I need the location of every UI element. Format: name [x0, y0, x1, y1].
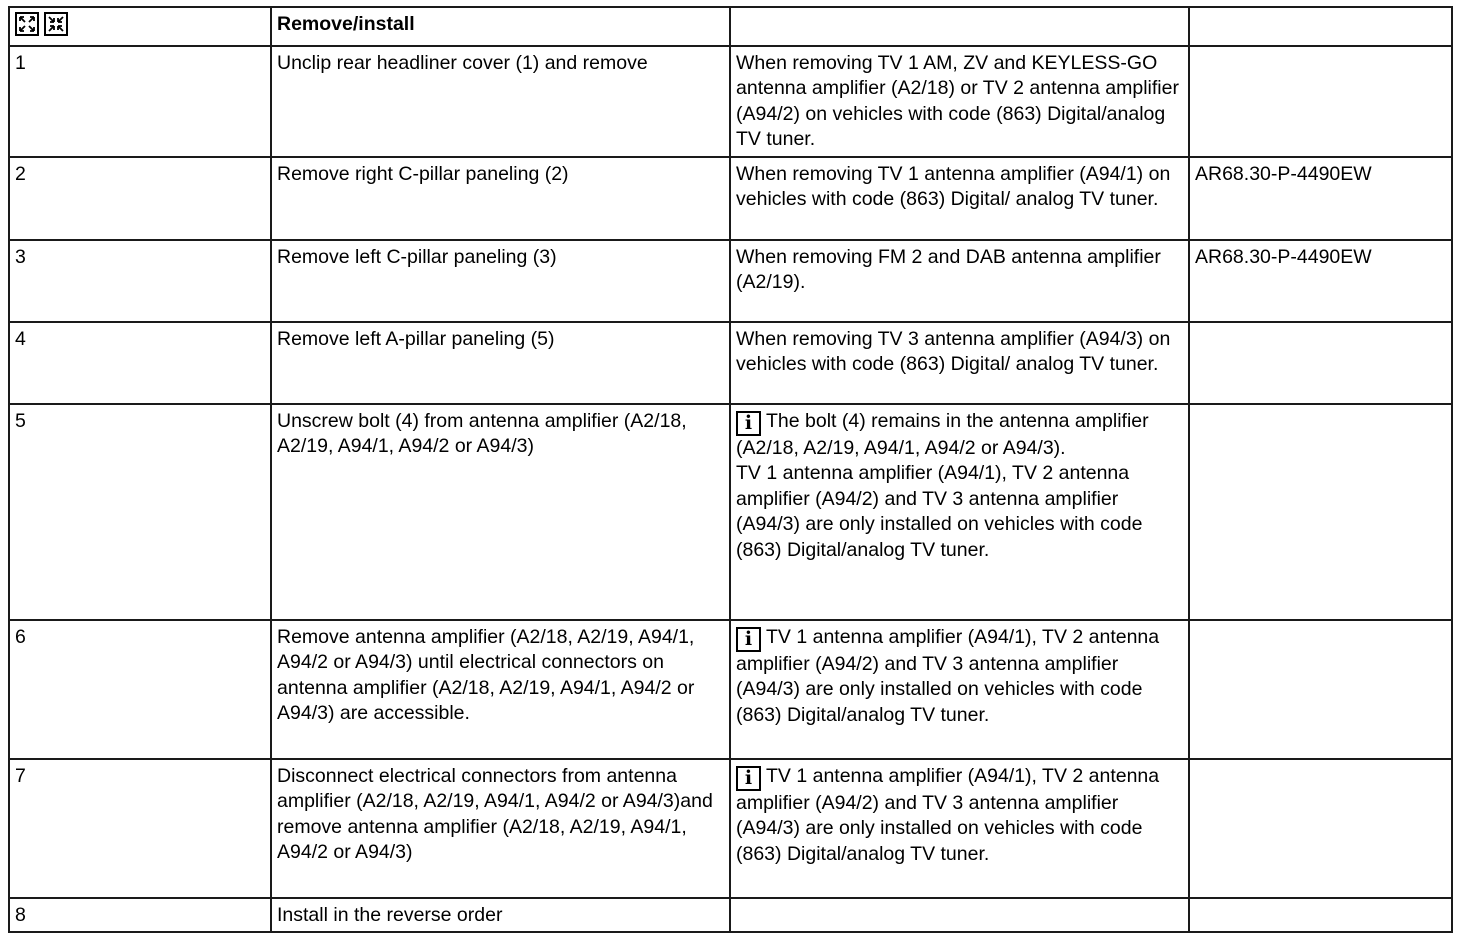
step-action: Remove left C-pillar paneling (3) — [271, 240, 730, 322]
table-row — [9, 759, 1452, 898]
step-note-info-text: The bolt (4) remains in the antenna amplifier (A2/18, A2/19, A94/1, A94/2 or A94/3). — [736, 409, 1149, 459]
step-reference — [1189, 620, 1452, 759]
step-note: When removing TV 1 antenna amplifier (A94/1) on vehicles with code (863) Digital/ analog TV tuner. — [730, 157, 1189, 240]
step-note: When removing TV 3 antenna amplifier (A94/3) on vehicles with code (863) Digital/ analog TV tuner. — [730, 322, 1189, 404]
step-note-cell — [730, 240, 1189, 322]
step-note-line2: (A2/19). — [736, 271, 806, 293]
step-note-cell — [730, 620, 1189, 759]
step-reference — [1189, 46, 1452, 157]
step-note-info-text: TV 1 antenna amplifier (A94/1), TV 2 antenna amplifier (A94/2) and TV 3 antenna amplifier (A94/3) are only installed on vehicles with code (863) Digital/analog TV tuner. — [736, 625, 1160, 726]
header-icons-cell — [9, 7, 271, 46]
step-note-info — [736, 409, 1183, 462]
step-reference-link[interactable]: AR68.30-P-4490EW — [1189, 157, 1452, 240]
table-row — [9, 404, 1452, 620]
step-note-info-text: TV 1 antenna amplifier (A94/1), TV 2 antenna amplifier (A94/2) and TV 3 antenna amplifier (A94/3) are only installed on vehicles with code (863) Digital/analog TV tuner. — [736, 764, 1160, 865]
step-note-extra: TV 1 antenna amplifier (A94/1), TV 2 antenna amplifier (A94/2) and TV 3 antenna amplifier (A94/3) are only installed on vehicles with code (863) Digital/analog TV tuner. — [736, 462, 1143, 561]
step-reference — [1189, 322, 1452, 404]
step-note: When removing FM 2 and DAB antenna amplifier — [736, 245, 1161, 268]
step-action: Disconnect electrical connectors from antenna amplifier (A2/18, A2/19, A94/1, A94/2 or A94/3)and remove antenna amplifier (A2/18, A2/19, A94/1, A94/2 or A94/3) — [271, 759, 730, 898]
info-icon[interactable]: i — [736, 627, 761, 652]
step-number: 6 — [9, 620, 271, 759]
header-note-cell — [730, 7, 1189, 46]
info-icon[interactable]: i — [736, 766, 761, 791]
header-title: Remove/install — [271, 7, 730, 46]
step-number: 7 — [9, 759, 271, 898]
step-note — [730, 898, 1189, 933]
step-number: 5 — [9, 404, 271, 620]
step-reference — [1189, 759, 1452, 898]
step-number: 3 — [9, 240, 271, 322]
step-number: 2 — [9, 157, 271, 240]
step-action: Remove antenna amplifier (A2/18, A2/19, A94/1, A94/2 or A94/3) until electrical connectors on antenna amplifier (A2/18, A2/19, A94/1, A94/2 or A94/3) are accessible. — [271, 620, 730, 759]
table-row — [9, 46, 1452, 157]
step-action: Unscrew bolt (4) from antenna amplifier (A2/18, A2/19, A94/1, A94/2 or A94/3) — [271, 404, 730, 620]
info-icon[interactable]: i — [736, 411, 761, 436]
table-row — [9, 157, 1452, 240]
step-note: When removing TV 1 AM, ZV and KEYLESS-GO antenna amplifier (A2/18) or TV 2 antenna amplifier (A94/2) on vehicles with code (863) Digital/analog TV tuner. — [730, 46, 1189, 157]
step-action: Install in the reverse order — [271, 898, 730, 933]
table-row — [9, 240, 1452, 322]
step-number: 4 — [9, 322, 271, 404]
procedure-table — [8, 6, 1453, 933]
step-reference — [1189, 404, 1452, 620]
step-note-info — [736, 764, 1183, 868]
header-row — [9, 7, 1452, 46]
step-reference — [1189, 898, 1452, 933]
expand-arrows-icon[interactable] — [15, 12, 39, 36]
step-note-info — [736, 625, 1183, 729]
step-action: Remove right C-pillar paneling (2) — [271, 157, 730, 240]
step-reference-link[interactable]: AR68.30-P-4490EW — [1189, 240, 1452, 322]
step-action: Remove left A-pillar paneling (5) — [271, 322, 730, 404]
header-reference-cell — [1189, 7, 1452, 46]
step-number: 1 — [9, 46, 271, 157]
step-action: Unclip rear headliner cover (1) and remove — [271, 46, 730, 157]
table-row — [9, 620, 1452, 759]
collapse-arrows-icon[interactable] — [44, 12, 68, 36]
table-row — [9, 898, 1452, 933]
table-row — [9, 322, 1452, 404]
step-note-cell — [730, 404, 1189, 620]
step-note-cell — [730, 759, 1189, 898]
step-number: 8 — [9, 898, 271, 933]
